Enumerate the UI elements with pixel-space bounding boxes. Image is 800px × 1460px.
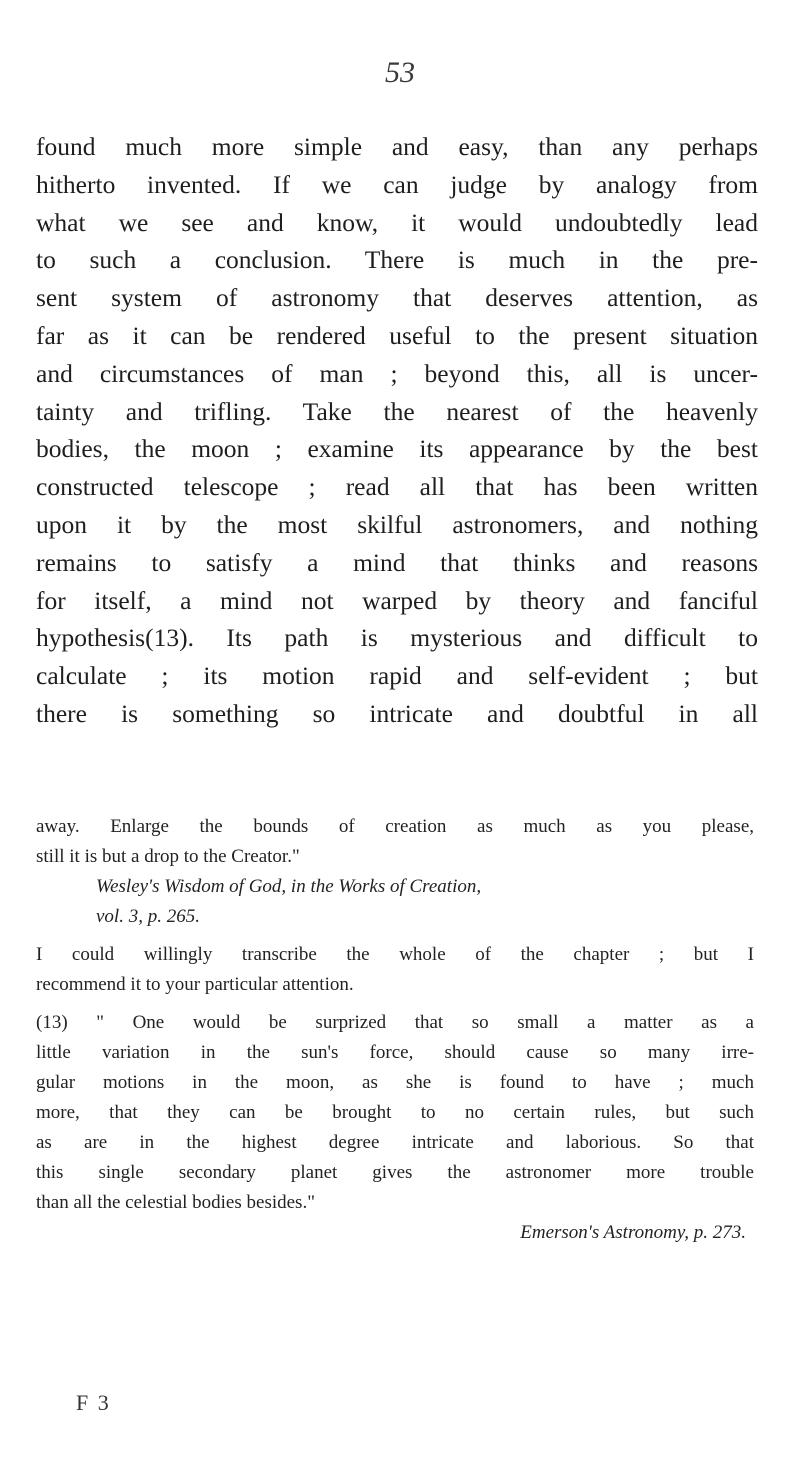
- text-line: there is something so intricate and doubtful in all: [36, 698, 758, 728]
- text-line: calculate ; its motion rapid and self-evident ; but: [36, 661, 758, 691]
- text-line: far as it can be rendered useful to the present situation: [36, 320, 758, 350]
- page-number: 53: [385, 56, 415, 89]
- text-line: bodies, the moon ; examine its appearance by the best: [36, 434, 758, 464]
- text-line: upon it by the most skilful astronomers, and nothing: [36, 509, 758, 539]
- text-line: to such a conclusion. There is much in the pre-: [36, 245, 758, 275]
- text-line: found much more simple and easy, than any perhaps: [36, 132, 758, 161]
- note-line: more, that they can be brought to no certain rules, but such: [36, 1102, 754, 1123]
- citation-wesley-volume: vol. 3, p. 265.: [96, 906, 200, 927]
- main-text: [36, 128, 758, 733]
- text-line: what we see and know, it would undoubtedly lead: [36, 207, 758, 237]
- text-line: sent system of astronomy that deserves attention, as: [36, 283, 758, 313]
- text-line: constructed telescope ; read all that has been written: [36, 472, 758, 502]
- text-line: and circumstances of man ; beyond this, all is uncer-: [36, 358, 758, 388]
- note-line: little variation in the sun's force, should cause so many irre-: [36, 1042, 754, 1063]
- text-line: tainty and trifling. Take the nearest of the heavenly: [36, 396, 758, 426]
- note-line: still it is but a drop to the Creator.": [36, 846, 300, 867]
- citation-wesley: Wesley's Wisdom of God, in the Works of Creation,: [96, 876, 482, 897]
- text-line: hypothesis(13). Its path is mysterious and difficult to: [36, 623, 758, 653]
- note-line: I could willingly transcribe the whole of the chapter ; but I: [36, 944, 754, 965]
- note-line: recommend it to your particular attention.: [36, 974, 354, 995]
- note-line: this single secondary planet gives the astronomer more trouble: [36, 1162, 754, 1183]
- note-line: (13) " One would be surprized that so small a matter as a: [36, 1012, 754, 1033]
- citation-emerson: Emerson's Astronomy, p. 273.: [520, 1222, 746, 1243]
- footnotes: [36, 812, 754, 1248]
- text-line: for itself, a mind not warped by theory and fanciful: [36, 585, 758, 615]
- signature-mark: F 3: [76, 1390, 111, 1415]
- note-line: away. Enlarge the bounds of creation as much as you please,: [36, 816, 754, 837]
- text-line: hitherto invented. If we can judge by analogy from: [36, 169, 758, 199]
- note-line: gular motions in the moon, as she is found to have ; much: [36, 1072, 754, 1093]
- note-line: than all the celestial bodies besides.": [36, 1192, 315, 1213]
- text-line: remains to satisfy a mind that thinks and reasons: [36, 547, 758, 577]
- note-line: as are in the highest degree intricate and laborious. So that: [36, 1132, 754, 1153]
